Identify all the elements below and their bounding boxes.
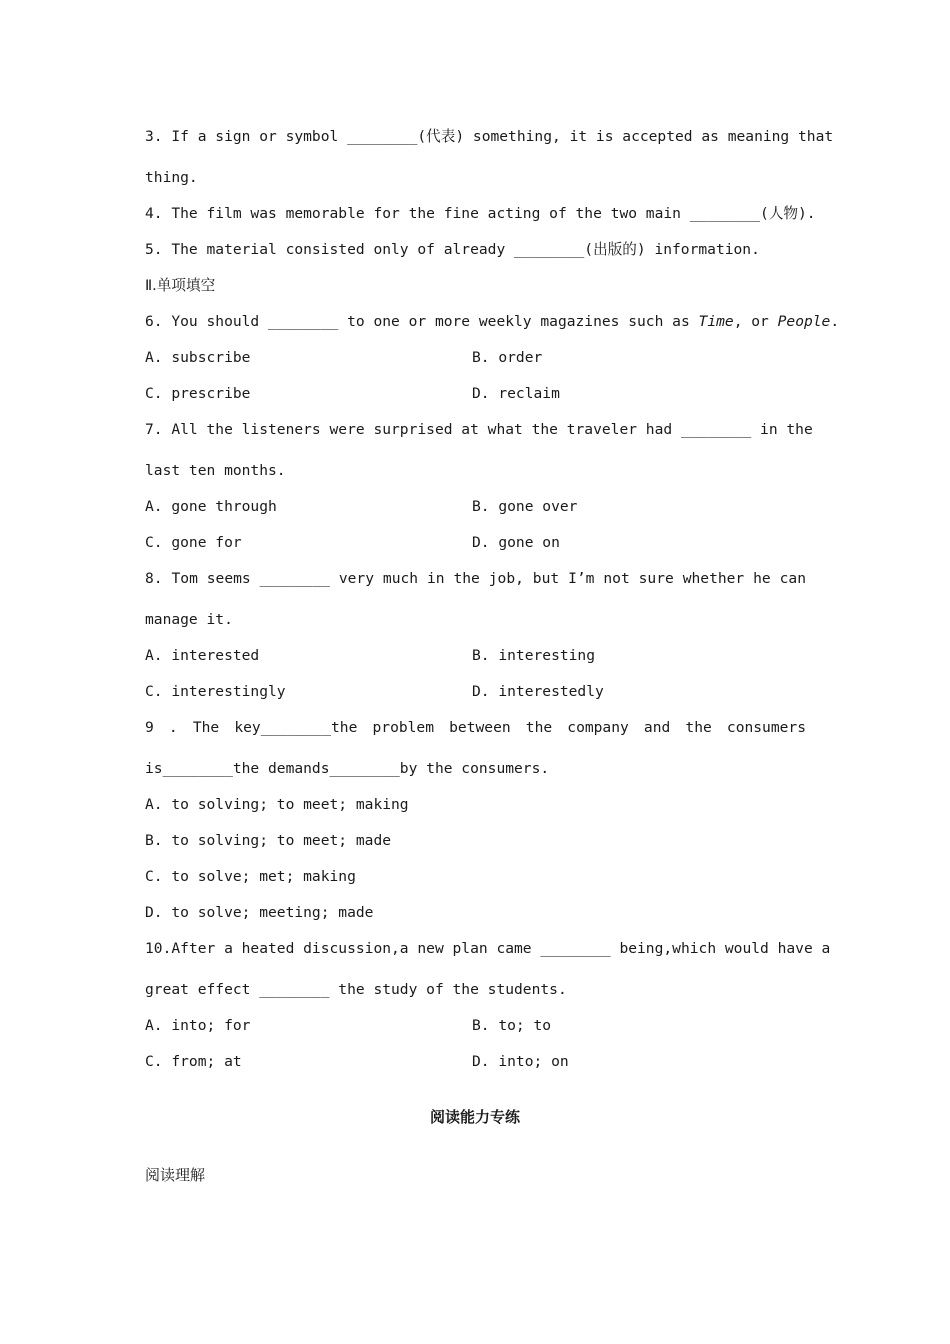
q7-option-a: A. gone through xyxy=(145,498,277,515)
q8-option-d: D. interestedly xyxy=(472,683,604,700)
q3-line2: thing. xyxy=(145,169,198,186)
q7-option-b: B. gone over xyxy=(472,498,578,515)
q10-option-a: A. into; for xyxy=(145,1017,251,1034)
reading-section-heading: 阅读能力专练 xyxy=(429,1108,520,1126)
q10-option-b: B. to; to xyxy=(472,1017,552,1034)
q7-line2: last ten months. xyxy=(145,462,286,479)
q9-line1: 9 . The key________the problem between the company and the consumers xyxy=(145,719,806,736)
section-heading-single-choice: Ⅱ.单项填空 xyxy=(145,277,216,294)
q10-option-c: C. from; at xyxy=(145,1053,242,1070)
q7-option-d: D. gone on xyxy=(472,534,560,551)
q9-option-b: B. to solving; to meet; made xyxy=(145,832,392,849)
q8-option-b: B. interesting xyxy=(472,647,596,664)
q9-option-c: C. to solve; met; making xyxy=(145,868,356,885)
q7-line1: 7. All the listeners were surprised at what the traveler had ________ in the xyxy=(145,421,813,438)
q10-line1: 10.After a heated discussion,a new plan came ________ being,which would have a xyxy=(145,940,831,957)
q6-title-people: People xyxy=(777,313,831,330)
reading-comprehension-label: 阅读理解 xyxy=(145,1166,206,1184)
q6-sep: , or xyxy=(733,313,778,330)
q6-stem xyxy=(145,312,840,332)
q6-option-b: B. order xyxy=(472,349,543,366)
q6-title-time: Time xyxy=(698,313,734,330)
q6-end: . xyxy=(830,313,840,330)
q6-option-a: A. subscribe xyxy=(145,349,251,366)
q10-line2: great effect ________ the study of the students. xyxy=(145,981,567,998)
q9-line2: is________the demands________by the consumers. xyxy=(145,760,550,777)
q9-option-a: A. to solving; to meet; making xyxy=(145,796,409,813)
q6-option-d: D. reclaim xyxy=(472,385,560,402)
q8-line1: 8. Tom seems ________ very much in the job, but I’m not sure whether he can xyxy=(145,570,806,587)
q6-stem-text: 6. You should ________ to one or more weekly magazines such as xyxy=(145,313,699,330)
q8-option-c: C. interestingly xyxy=(145,683,286,700)
q5-line1: 5. The material consisted only of already ________(出版的) information. xyxy=(145,241,760,258)
q10-option-d: D. into; on xyxy=(472,1053,569,1070)
q8-option-a: A. interested xyxy=(145,647,260,664)
q7-option-c: C. gone for xyxy=(145,534,242,551)
q9-option-d: D. to solve; meeting; made xyxy=(145,904,374,921)
q6-option-c: C. prescribe xyxy=(145,385,251,402)
q3-line1: 3. If a sign or symbol ________(代表) something, it is accepted as meaning that xyxy=(145,128,834,145)
q8-line2: manage it. xyxy=(145,611,233,628)
q4-line1: 4. The film was memorable for the fine acting of the two main ________(人物). xyxy=(145,205,816,222)
